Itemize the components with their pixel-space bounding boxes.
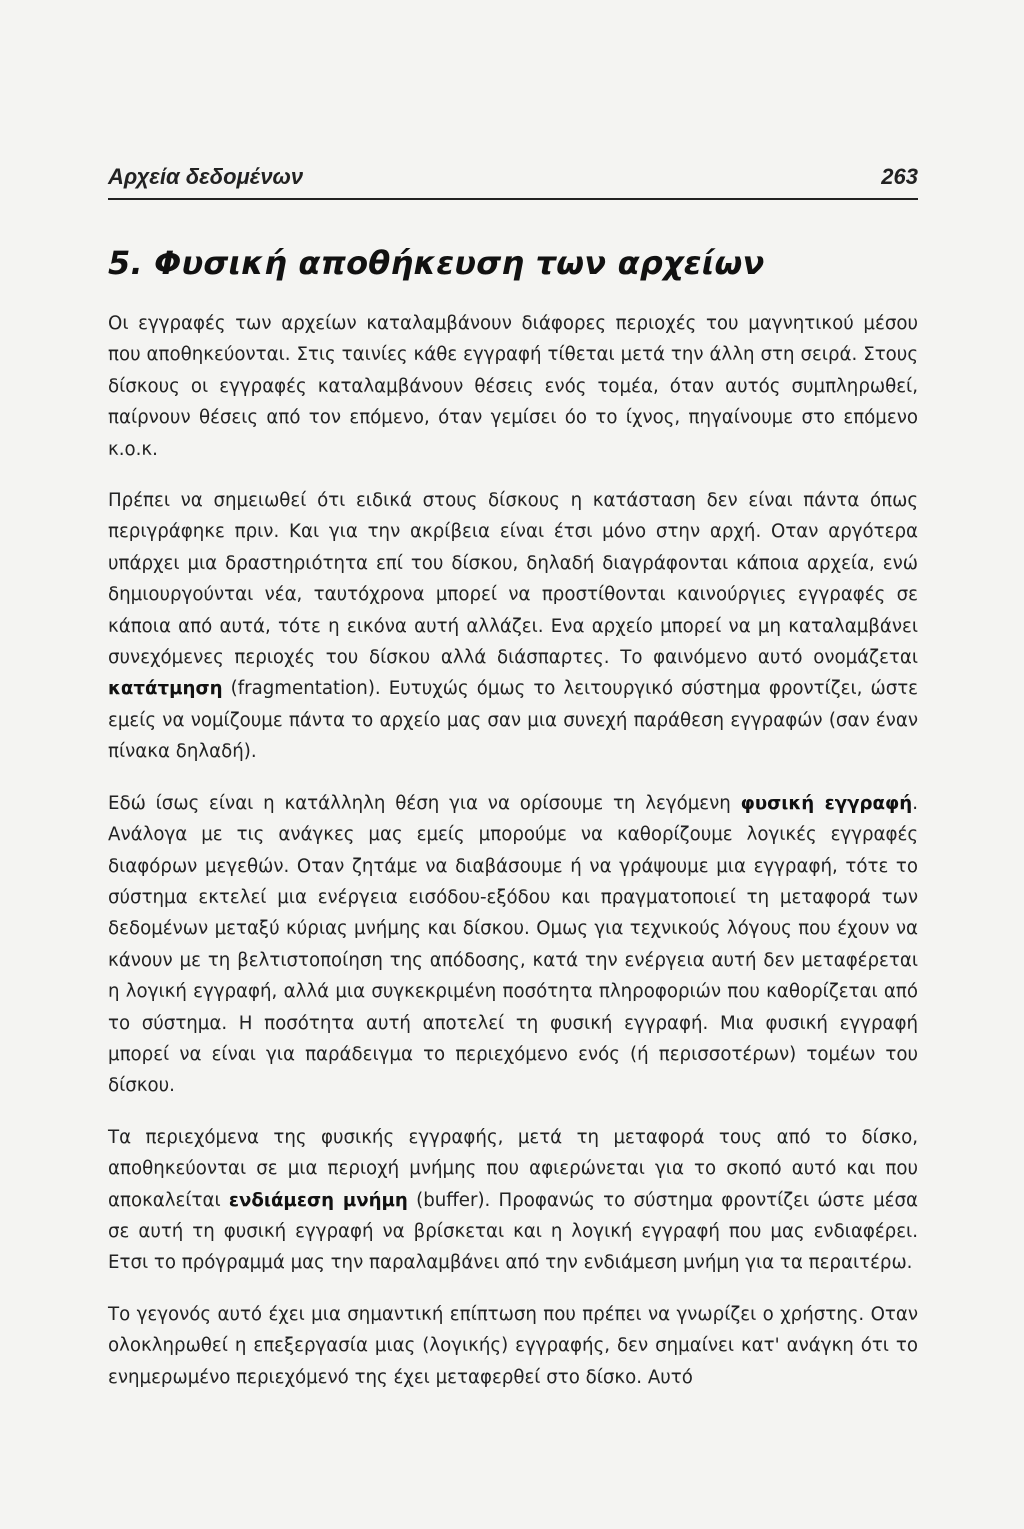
paragraph-text: (buffer). Προφανώς το σύστημα φροντίζει ώστε μέσα σε αυτή τη φυσική εγγραφή να βρίσκεται και η λογική εγγραφή που μας ενδιαφέρει. Ετσι το πρόγραμμά μας την παραλαμβάνει από την ενδιάμεση μνήμη για τα περαιτέρω. — [108, 1189, 918, 1274]
paragraph-5 — [108, 1299, 918, 1393]
paragraph-text: Εδώ ίσως είναι η κατάλληλη θέση για να ορίσουμε τη λεγόμενη — [108, 792, 741, 814]
paragraph-3 — [108, 788, 918, 1102]
paragraph-text: Τα περιεχόμενα της φυσικής εγγραφής, μετά τη μεταφορά τους από το δίσκο, αποθηκεύονται σε μια περιοχή μνήμης που αφιερώνεται για το σκοπό αυτό και που αποκαλείται — [108, 1126, 918, 1211]
term-fragmentation: κατάτμηση — [108, 678, 223, 700]
page-number: 263 — [881, 164, 918, 189]
section-title: 5. Φυσική αποθήκευση των αρχείων — [108, 244, 765, 282]
term-buffer: ενδιάμεση μνήμη — [228, 1189, 408, 1211]
chapter-title: Αρχεία δεδομένων — [108, 164, 304, 189]
paragraph-text: Οι εγγραφές των αρχείων καταλαμβάνουν διάφορες περιοχές του μαγνητικού μέσου που αποθηκεύονται. Στις ταινίες κάθε εγγραφή τίθεται μετά την άλλη στη σειρά. Στους δίσκους οι εγγραφές καταλαμβάνουν θέσεις ενός τομέα, όταν αυτός συμπληρωθεί, παίρνουν θέσεις από τον επόμενο, όταν γεμίσει όο το ίχνος, πηγαίνουμε στο επόμενο κ.ο.κ. — [108, 313, 918, 460]
paragraph-2 — [108, 485, 918, 768]
paragraph-1 — [108, 308, 918, 465]
term-physical-record: φυσική εγγραφή — [740, 792, 913, 814]
paragraph-text: Το γεγονός αυτό έχει μια σημαντική επίπτωση που πρέπει να γνωρίζει ο χρήστης. Οταν ολοκληρωθεί η επεξεργασία μιας (λογικής) εγγραφής, δεν σημαίνει κατ' ανάγκη ότι το ενημερωμένο περιεχόμενό της έχει μεταφερθεί στο δίσκο. Αυτό — [108, 1303, 918, 1388]
paragraph-text: . Ανάλογα με τις ανάγκες μας εμείς μπορούμε να καθορίζουμε λογικές εγγραφές διαφόρων μεγεθών. Οταν ζητάμε να διαβάσουμε ή να γράψουμε μια εγγραφή, τότε το σύστημα εκτελεί μια ενέργεια εισόδου-εξόδου και πραγματοποιεί τη μεταφορά των δεδομένων μεταξύ κύριας μνήμης και δίσκου. Ομως για τεχνικούς λόγους που έχουν να κάνουν με τη βελτιστοποίηση της απόδοσης, κατά την ενέργεια αυτή δεν μεταφέρεται η λογική εγγραφή, αλλά μια συγκεκριμένη ποσότητα πληροφοριών που καθορίζεται από το σύστημα. Η ποσότητα αυτή αποτελεί τη φυσική εγγραφή. Μια φυσική εγγραφή μπορεί να είναι για παράδειγμα το περιεχόμενο ενός (ή περισσοτέρων) τομέων του δίσκου. — [108, 792, 918, 1097]
running-header — [108, 160, 918, 200]
book-page — [108, 160, 918, 1413]
paragraph-text: (fragmentation). Ευτυχώς όμως το λειτουργικό σύστημα φροντίζει, ώστε εμείς να νομίζουμε πάντα το αρχείο μας σαν μια συνεχή παράθεση εγγραφών (σαν έναν πίνακα δηλαδή). — [108, 678, 918, 763]
paragraph-4 — [108, 1122, 918, 1279]
paragraph-text: Πρέπει να σημειωθεί ότι ειδικά στους δίσκους η κατάσταση δεν είναι πάντα όπως περιγράφηκε πριν. Και για την ακρίβεια είναι έτσι μόνο στην αρχή. Οταν αργότερα υπάρχει μια δραστηριότητα επί του δίσκου, δηλαδή διαγράφονται κάποια αρχεία, ενώ δημιουργούνται νέα, ταυτόχρονα μπορεί να προστίθονται καινούργιες εγγραφές σε κάποια από αυτά, τότε η εικόνα αυτή αλλάζει. Ενα αρχείο μπορεί να μη καταλαμβάνει συνεχόμενες περιοχές του δίσκου αλλά διάσπαρτες. Το φαινόμενο αυτό ονομάζεται — [108, 490, 918, 669]
